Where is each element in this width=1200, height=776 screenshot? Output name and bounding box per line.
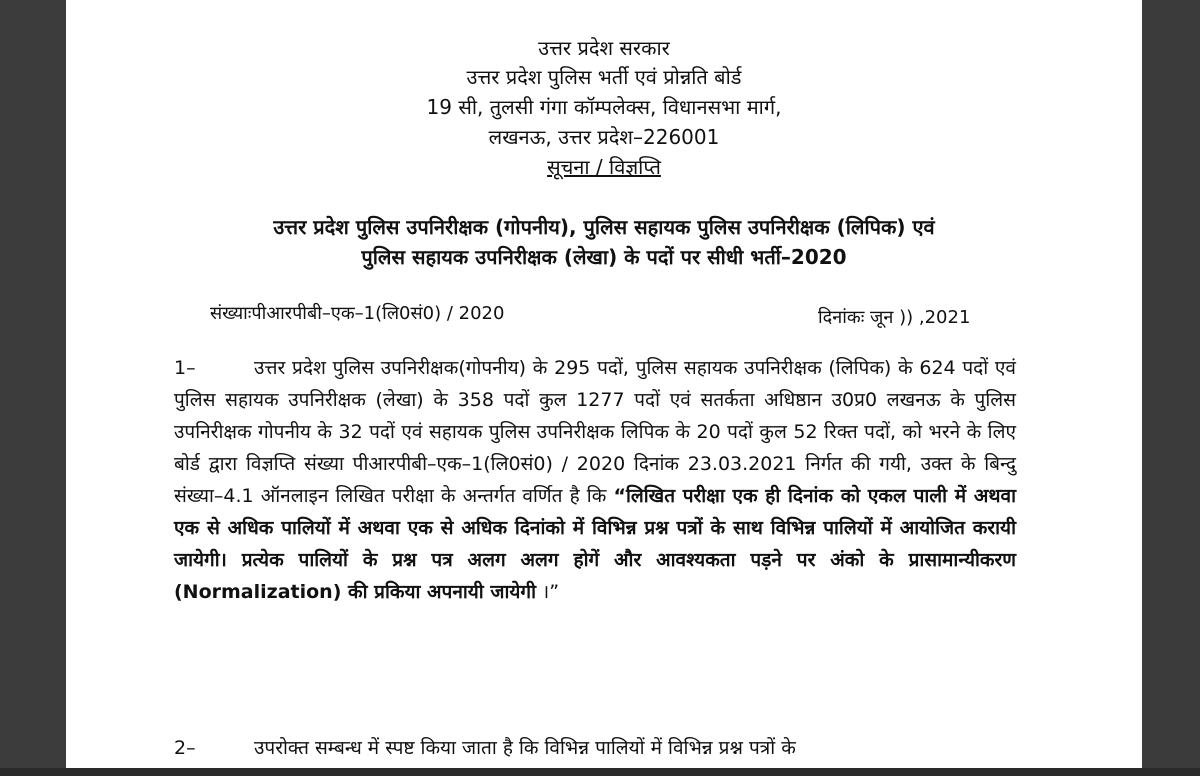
quoted-rule: “लिखित परीक्षा एक ही दिनांक को एकल पाली में अथवा एक से अधिक पालियों में अथवा एक से अधिक दिनांको में विभिन्न प्रश्न पत्रों के साथ विभिन्न पालियों में आयोजित करायी जायेगी। प्रत्येक पालियों के प्रश्न पत्र अलग अलग होगें और आवश्यकता पड़ने पर अंको के प्रासामान्यीकरण (Normalization) की प्रकिया अपनायी जायेगी: [174, 485, 1016, 603]
subject-line-2: पुलिस सहायक उपनिरीक्षक (लेखा) के पदों पर सीधी भर्ती–2020: [361, 245, 847, 269]
paragraph-text: उत्तर प्रदेश पुलिस उपनिरीक्षक(गोपनीय) के 295 पदों, पुलिस सहायक उपनिरीक्षक (लिपिक) के 624 पदों एवं पुलिस सहायक उपनिरीक्षक (लेखा) के 358 पदों कुल 1277 पदों एवं सतर्कता अधिष्ठान उ0प्र0 लखनऊ के पुलिस उपनिरीक्षक गोपनीय के 32 पदों एवं सहायक पुलिस उपनिरीक्षक लिपिक के 20 पदों कुल 52 रिक्त पदों, को भरने के लिए बोर्ड द्वारा विज्ञप्ति संख्या पीआरपीबी–एक–1(लि0सं0) / 2020 दिनांक 23.03.2021 निर्गत की गयी, उक्त के बिन्दु संख्या–4.1 ऑनलाइन लिखित परीक्षा के अन्तर्गत वर्णित है कि: [174, 357, 1016, 507]
notice-date: दिनांकः जून )) ,2021: [818, 307, 971, 328]
viewer-right-margin: [1142, 0, 1200, 776]
paragraph-2: [174, 732, 1016, 764]
subject-line-1: उत्तर प्रदेश पुलिस उपनिरीक्षक (गोपनीय), पुलिस सहायक पुलिस उपनिरीक्षक (लिपिक) एवं: [273, 215, 935, 239]
header-city: लखनऊ, उत्तर प्रदेश–226001: [488, 125, 720, 149]
reference-number: संख्याःपीआरपीबी–एक–1(लि0सं0) / 2020: [210, 303, 505, 324]
document-page: [66, 0, 1142, 768]
header-government: उत्तर प्रदेश सरकार: [538, 36, 670, 60]
paragraph-number: 1–: [174, 357, 196, 379]
notice-title: सूचना / विज्ञप्ति: [547, 155, 661, 179]
viewer-left-margin: [0, 0, 66, 776]
paragraph-1: [174, 352, 1016, 608]
viewer-bottom-bar: [0, 768, 1200, 776]
paragraph-number: 2–: [174, 737, 196, 759]
quote-end: ।”: [536, 581, 560, 603]
header-board-name: उत्तर प्रदेश पुलिस भर्ती एवं प्रोन्नति बोर्ड: [466, 65, 742, 89]
header-address: 19 सी, तुलसी गंगा कॉम्पलेक्स, विधानसभा मार्ग,: [426, 95, 782, 119]
paragraph-text: उपरोक्त सम्बन्ध में स्पष्ट किया जाता है कि विभिन्न पालियों में विभिन्न प्रश्न पत्रों के: [254, 737, 796, 759]
